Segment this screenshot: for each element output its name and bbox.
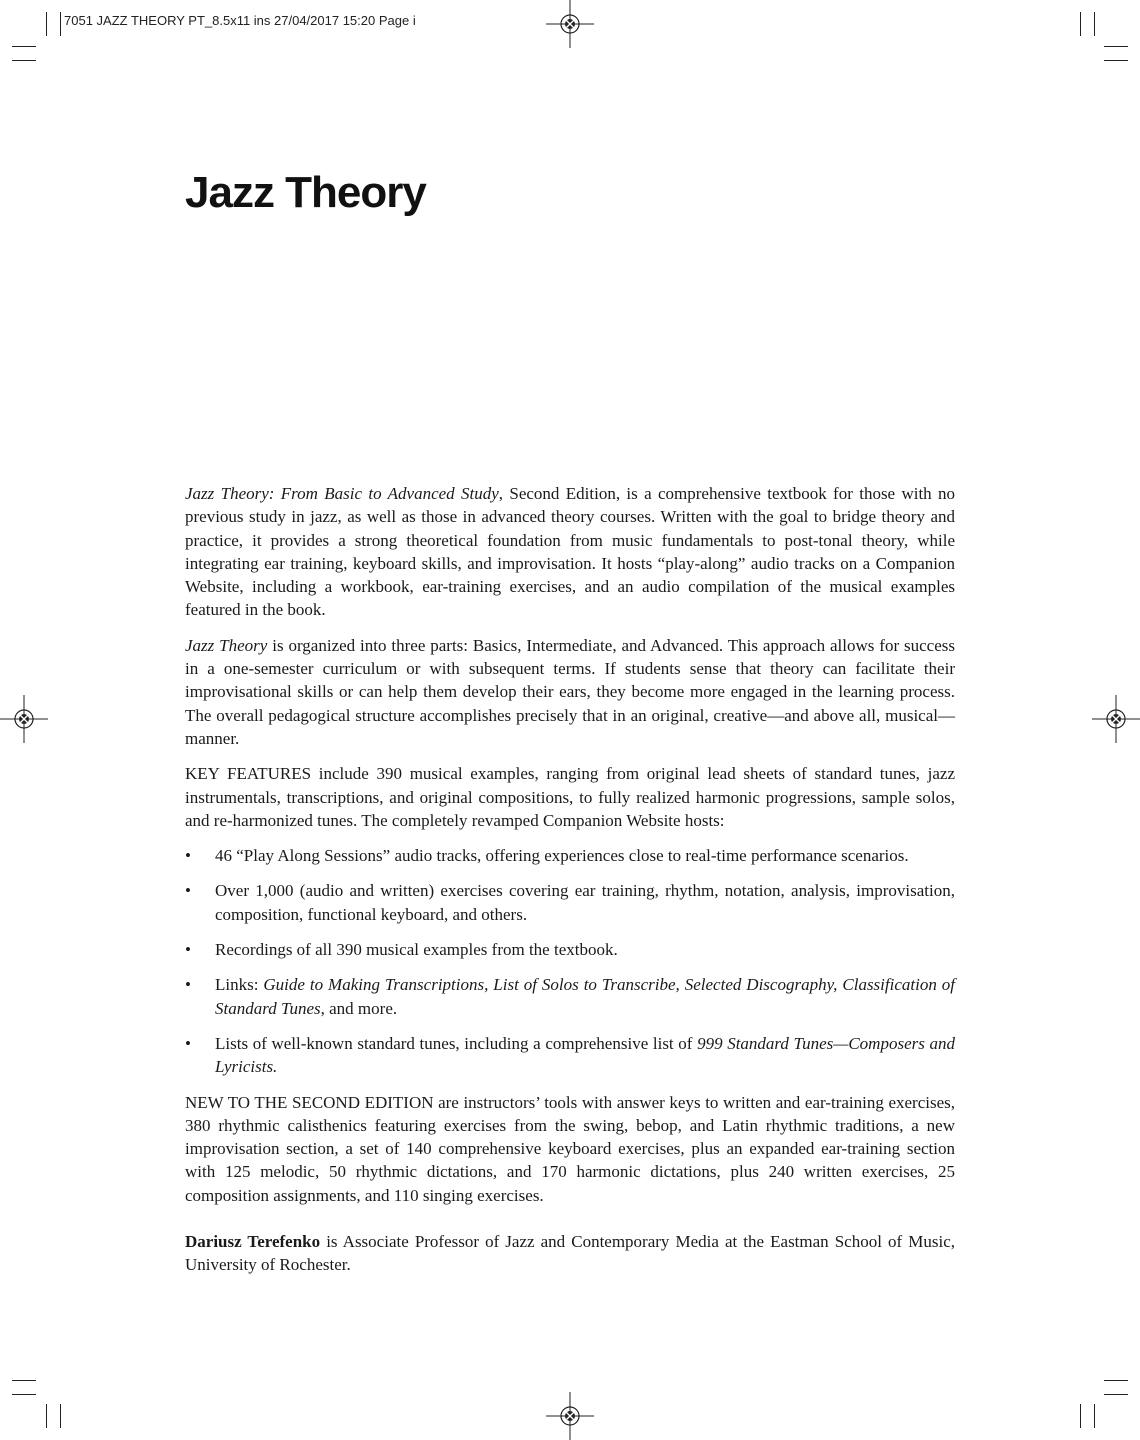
crop-mark-bottom-right-vertical-inner bbox=[1080, 1404, 1081, 1428]
print-slug: 7051 JAZZ THEORY PT_8.5x11 ins 27/04/2017 15:20 Page i bbox=[64, 13, 416, 28]
feature-suffix: , and more. bbox=[320, 998, 398, 1018]
list-item bbox=[185, 938, 955, 961]
crop-mark-top-left-vertical-inner bbox=[60, 12, 61, 36]
crop-mark-bottom-left-horizontal-inner bbox=[12, 1380, 36, 1381]
feature-prefix: Lists of well-known standard tunes, including a comprehensive list of bbox=[215, 1033, 698, 1053]
book-title: Jazz Theory: From Basic to Advanced Study bbox=[185, 484, 499, 503]
registration-mark-right-icon bbox=[1092, 695, 1140, 743]
feature-text: 46 “Play Along Sessions” audio tracks, offering experiences close to real-time performance scenarios. bbox=[215, 846, 909, 866]
author-name: Dariusz Terefenko bbox=[185, 1232, 321, 1252]
author-bio bbox=[185, 1230, 955, 1277]
structure-text: is organized into three parts: Basics, Intermediate, and Advanced. This approach allows for success in a one-semester curriculum or with subsequent terms. If students sense that theory can facilitate their improvisational skills or can help them develop their ears, they become more engaged in the learning process. The overall pedagogical structure accomplishes precisely that in an original, creative—and above all, musical—manner. bbox=[185, 635, 955, 748]
crop-mark-bottom-left-horizontal bbox=[12, 1394, 36, 1395]
crop-mark-bottom-right-vertical bbox=[1094, 1404, 1095, 1428]
key-features-paragraph: KEY FEATURES include 390 musical examples, ranging from original lead sheets of standard tunes, jazz instrumentals, transcriptions, and original compositions, to fully realized harmonic progressions, sample solos, and re-harmonized tunes. The completely revamped Companion Website hosts: bbox=[185, 764, 955, 830]
intro-text: , Second Edition, is a comprehensive textbook for those with no previous study in jazz, as well as those in advanced theory courses. Written with the goal to bridge theory and practice, it provides a strong theoretical foundation from music fundamentals to post-tonal theory, while integrating ear training, keyboard skills, and improvisation. It hosts “play-along” audio tracks on a Companion Website, including a workbook, ear-training exercises, and an audio compilation of the musical examples featured in the book. bbox=[185, 484, 956, 620]
feature-text: Recordings of all 390 musical examples from the textbook. bbox=[215, 940, 618, 960]
crop-mark-top-left-vertical bbox=[46, 12, 47, 36]
crop-mark-top-right-vertical bbox=[1094, 12, 1095, 36]
registration-mark-top-icon bbox=[546, 0, 594, 48]
crop-mark-top-right-vertical-inner bbox=[1080, 12, 1081, 36]
feature-reference: 999 Standard Tunes—Composers and Lyricists. bbox=[215, 1033, 955, 1077]
crop-mark-bottom-right-horizontal-inner bbox=[1104, 1380, 1128, 1381]
features-list bbox=[185, 844, 955, 1078]
list-item bbox=[185, 844, 955, 867]
list-item bbox=[185, 879, 955, 926]
feature-prefix: Links: bbox=[215, 975, 264, 995]
structure-paragraph bbox=[185, 634, 955, 750]
feature-text: Over 1,000 (audio and written) exercises covering ear training, rhythm, notation, analysis, improvisation, composition, functional keyboard, and others. bbox=[215, 881, 955, 924]
crop-mark-bottom-left-vertical bbox=[46, 1404, 47, 1428]
crop-mark-top-right-horizontal-inner bbox=[1104, 60, 1128, 61]
intro-paragraph bbox=[185, 482, 955, 622]
bullet: • bbox=[185, 940, 191, 960]
crop-mark-top-left-horizontal-inner bbox=[12, 60, 36, 61]
registration-mark-bottom-icon bbox=[546, 1392, 594, 1440]
second-edition-paragraph: NEW TO THE SECOND EDITION are instructors’ tools with answer keys to written and ear-training exercises, 380 rhythmic calisthenics featuring exercises from the swing, bebop, and Latin rhythmic traditions, a new improvisation section, a set of 140 comprehensive keyboard exercises, plus an expanded ear-training section with 125 melodic, 50 rhythmic dictations, and 170 harmonic dictations, plus 240 written exercises, 25 composition assignments, and 110 singing exercises. bbox=[185, 1092, 955, 1205]
crop-mark-top-left-horizontal bbox=[12, 46, 36, 47]
registration-mark-left-icon bbox=[0, 695, 48, 743]
bullet: • bbox=[185, 846, 191, 866]
list-item bbox=[185, 1032, 955, 1079]
book-title-short: Jazz Theory bbox=[185, 635, 268, 655]
page-title: Jazz Theory bbox=[185, 168, 426, 217]
crop-mark-bottom-left-vertical-inner bbox=[60, 1404, 61, 1428]
crop-mark-top-right-horizontal bbox=[1104, 46, 1128, 47]
book-description bbox=[185, 482, 955, 1289]
bullet: • bbox=[185, 975, 191, 995]
bullet: • bbox=[185, 881, 191, 901]
feature-links: Guide to Making Transcriptions, List of Solos to Transcribe, Selected Discography, Classification of Standard Tunes bbox=[215, 975, 955, 1018]
crop-mark-bottom-right-horizontal bbox=[1104, 1394, 1128, 1395]
author-bio-text: is Associate Professor of Jazz and Contemporary Media at the Eastman School of Music, University of Rochester. bbox=[185, 1232, 955, 1275]
list-item bbox=[185, 973, 955, 1020]
bullet: • bbox=[185, 1033, 191, 1053]
